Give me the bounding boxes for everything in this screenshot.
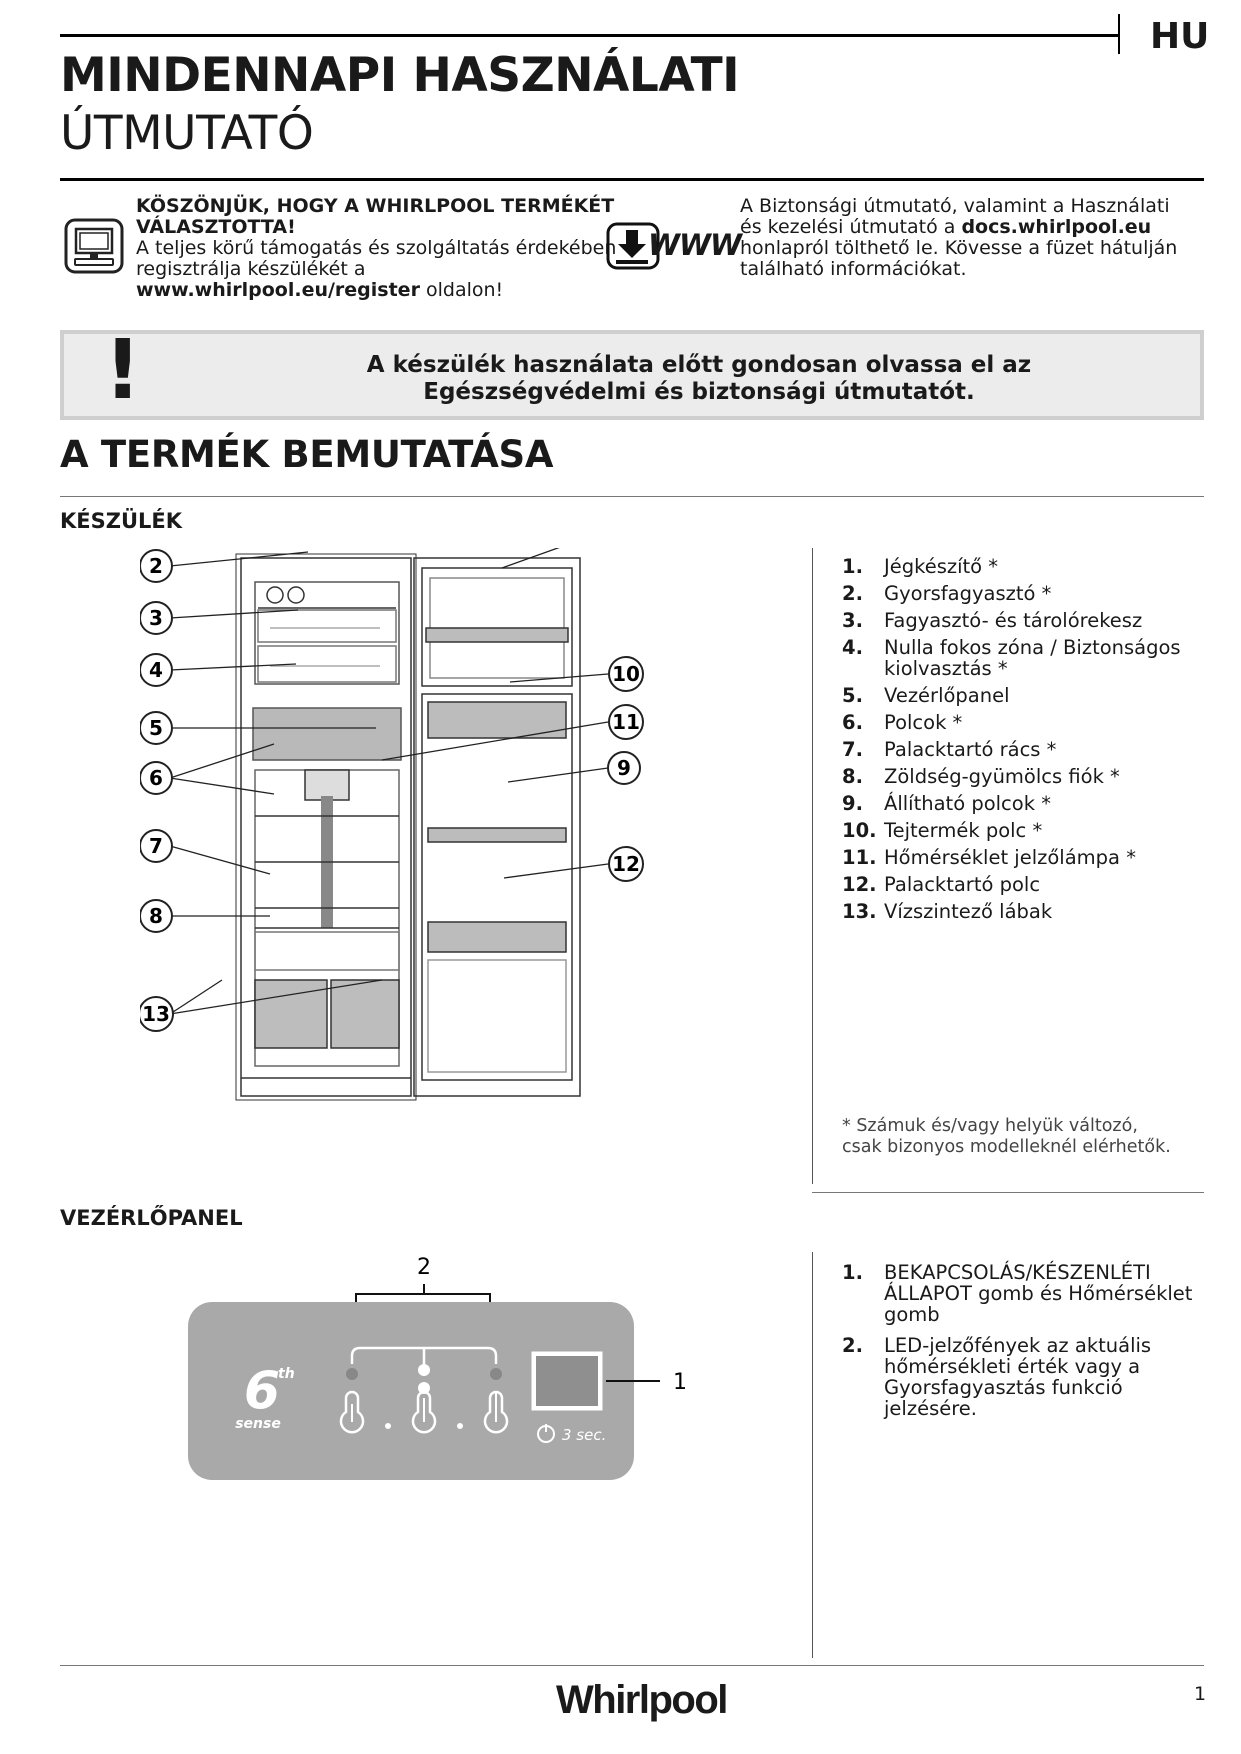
- parts-list: [842, 556, 1182, 928]
- callout-12: [609, 847, 643, 881]
- list-item: 10. Tejtermék polc *: [842, 819, 1043, 842]
- register-link[interactable]: www.whirlpool.eu/register: [136, 279, 420, 301]
- list-item: 2. LED-jelzőfények az aktuális hőmérsékleti érték vagy a Gyorsfagyasztás funkció jelzésére.: [842, 1334, 1152, 1420]
- svg-text:13: 13: [142, 1002, 170, 1026]
- column-divider-2: [812, 1252, 813, 1658]
- svg-text:2: 2: [149, 554, 163, 578]
- callout-4: [140, 654, 172, 686]
- page-title-line1: MINDENNAPI HASZNÁLATI: [60, 48, 740, 103]
- brand-sup: th: [278, 1366, 295, 1382]
- thanks-body: A teljes körű támogatás és szolgáltatás érdekében regisztrálja készülékét a: [136, 237, 617, 280]
- computer-register-icon: [64, 218, 124, 274]
- callout-13: [140, 997, 173, 1031]
- callout-6: [140, 762, 172, 794]
- list-item: 9. Állítható polcok *: [842, 792, 1051, 815]
- download-suffix: honlapról tölthető le. Kövesse a füzet hátulján található információkat.: [740, 237, 1178, 280]
- svg-text:5: 5: [149, 716, 163, 740]
- callout-10: [609, 657, 643, 691]
- fridge-diagram: [140, 548, 730, 1168]
- list-item: 13. Vízszintező lábak: [842, 900, 1053, 923]
- callout-2: [140, 550, 172, 582]
- list-item: 12. Palacktartó polc: [842, 873, 1041, 896]
- list-item: 11. Hőmérséklet jelzőlámpa *: [842, 846, 1136, 869]
- svg-text:10: 10: [612, 662, 640, 686]
- callout-8: [140, 900, 172, 932]
- svg-text:9: 9: [617, 756, 631, 780]
- appliance-heading: KÉSZÜLÉK: [60, 509, 183, 533]
- thanks-block: [136, 196, 626, 301]
- button-hint: 3 sec.: [562, 1426, 607, 1444]
- list-item: 7. Palacktartó rács *: [842, 738, 1057, 761]
- list-item: 5. Vezérlőpanel: [842, 684, 1010, 707]
- column-divider-1: [812, 548, 813, 1184]
- safety-warning-box: [60, 323, 1204, 420]
- www-icon-label: WWW: [648, 228, 741, 262]
- download-prefix: A Biztonsági útmutató, valamint a Használati és kezelési útmutató a: [740, 195, 1170, 238]
- register-suffix: oldalon!: [419, 279, 504, 301]
- brand-word: sense: [235, 1416, 281, 1432]
- page-number: 1: [1194, 1683, 1207, 1705]
- control-panel-heading: VEZÉRLŐPANEL: [60, 1206, 243, 1230]
- list-item: 3. Fagyasztó- és tárolórekesz: [842, 609, 1143, 632]
- list-item: 1. BEKAPCSOLÁS/KÉSZENLÉTI ÁLLAPOT gomb és Hőmérséklet gomb: [842, 1261, 1193, 1326]
- exclamation-icon: !: [104, 323, 142, 418]
- title-rule: [60, 178, 1204, 181]
- svg-text:8: 8: [149, 904, 163, 928]
- brand-number: 6: [243, 1361, 281, 1421]
- docs-link[interactable]: docs.whirlpool.eu: [961, 216, 1152, 238]
- svg-text:7: 7: [149, 834, 163, 858]
- callout-11: [609, 705, 643, 739]
- availability-note: * Számuk és/vagy helyük változó, csak bizonyos modelleknél elérhetők.: [842, 1116, 1171, 1157]
- callout-9-bottom: [608, 752, 640, 784]
- control-panel-list: [842, 1262, 1212, 1425]
- control-panel-diagram: [186, 1252, 706, 1482]
- warning-text: A készülék használata előtt gondosan olvassa el az Egészségvédelmi és biztonsági útmutatót.: [366, 352, 1032, 405]
- callout-top-label: 2: [417, 1255, 431, 1280]
- product-section-title: A TERMÉK BEMUTATÁSA: [60, 433, 554, 476]
- language-code: HU: [1150, 16, 1210, 57]
- callout-5: [140, 712, 172, 744]
- section-rule: [60, 496, 1204, 497]
- page-title-line2: ÚTMUTATÓ: [60, 106, 314, 161]
- callout-3: [140, 602, 172, 634]
- callout-right-label: 1: [673, 1370, 687, 1395]
- list-item: 2. Gyorsfagyasztó *: [842, 582, 1052, 605]
- header-rule: [60, 34, 1120, 37]
- list-item: 1. Jégkészítő *: [842, 555, 999, 578]
- svg-text:4: 4: [149, 658, 163, 682]
- thanks-heading: KÖSZÖNJÜK, HOGY A WHIRLPOOL TERMÉKÉT VÁLASZTOTTA!: [136, 195, 615, 238]
- svg-text:3: 3: [149, 606, 163, 630]
- list-item: 8. Zöldség-gyümölcs fiók *: [842, 765, 1120, 788]
- svg-text:6: 6: [149, 766, 163, 790]
- download-info: [740, 196, 1180, 280]
- header-rule-tick: [1118, 14, 1120, 54]
- list-item: 4. Nulla fokos zóna / Biztonságos kiolvasztás *: [842, 636, 1181, 680]
- svg-text:12: 12: [612, 852, 640, 876]
- svg-text:11: 11: [612, 710, 640, 734]
- list-item: 6. Polcok *: [842, 711, 963, 734]
- callout-7: [140, 830, 172, 862]
- section-rule-2: [812, 1192, 1204, 1193]
- whirlpool-logo: Whirlpool: [556, 1678, 727, 1722]
- footer-rule: [60, 1665, 1204, 1666]
